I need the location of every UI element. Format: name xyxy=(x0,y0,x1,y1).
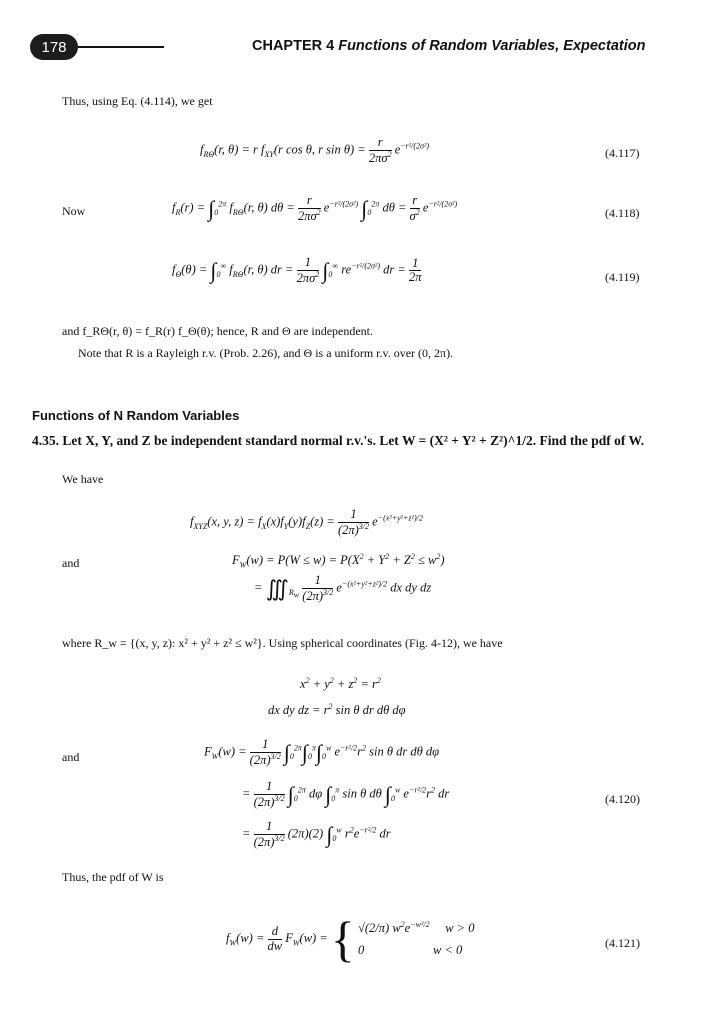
equation-cdf-w: $F_W(w) = P(W \le w) = P(X^2 + Y^2 + Z^2 \le w^2)$ xyxy=(232,552,445,570)
now-label: Now xyxy=(62,204,86,218)
equation-4-120-line-3: = $\frac{1}{(2\pi)^{3/2}}$ (2π)(2) $\int_0^w$ $r^2e^{-r^2/2}$ dr xyxy=(242,819,391,849)
header-rule xyxy=(78,46,164,48)
equation-number-4-117: (4.117) xyxy=(605,146,640,160)
equation-4-119: $f_\Theta(\theta) = \int_0^\infty$ $f_{R\Theta}(r$, θ) dr = $\frac{1}{2\pi\sigma^2}$ $\int_0^\infty$ $re^{-r^2/(2\sigma^2)}$ dr = $\frac{1}{2\pi}$ xyxy=(172,255,422,285)
equation-spherical-radius: $x^2 + y^2 + z^2 = r^2$ xyxy=(300,676,381,692)
we-have-text: We have xyxy=(62,472,104,486)
intro-text: Thus, using Eq. (4.114), we get xyxy=(62,94,213,108)
equation-volume-element: dx dy dz = $r^2$ sin θ dr dθ dφ xyxy=(268,702,406,718)
where-text: where R_w = {(x, y, z): x² + y² + z² ≤ w²}. Using spherical coordinates (Fig. 4-12), we have xyxy=(62,636,503,650)
independence-text: and f_RΘ(r, θ) = f_R(r) f_Θ(θ); hence, R and Θ are independent. xyxy=(62,324,374,338)
page-number-badge xyxy=(30,34,78,60)
equation-number-4-120: (4.120) xyxy=(605,792,640,806)
chapter-label: CHAPTER 4 xyxy=(252,38,335,54)
equation-triple-integral: = $∭_{R_w}$ $\frac{1}{(2\pi)^{3/2}}$ $e^{-(x^2+y^2+z^2)/2}$ dx dy dz xyxy=(254,573,432,603)
equation-4-120-line-2: = $\frac{1}{(2\pi)^{3/2}}$ $\int_0^{2\pi}$ dφ $\int_0^\pi$ sin θ dθ $\int_0^w$ $e^{-r^2/2}r^2$ dr xyxy=(242,779,450,809)
equation-4-121: $f_W(w)$ = $\frac{d}{dw}$ $F_W(w)$ = { √(2/π) $w^2e^{-w^2/2}$ w > 0 0 w < 0 xyxy=(226,911,475,967)
distribution-note: Note that R is a Rayleigh r.v. (Prob. 2.26), and Θ is a uniform r.v. over (0, 2π). xyxy=(78,346,454,360)
thus-pdf-text: Thus, the pdf of W is xyxy=(62,870,164,884)
equation-4-118: $f_R(r) = \int_0^{2\pi}$ $f_{R\Theta}(r$, θ) dθ = $\frac{r}{2\pi\sigma^2}$ $e^{-r^2/(2\sigma^2)}$ $\int_0^{2\pi}$ dθ = $\frac{r}{\sigma^2}$ $e^{-r^2/(2\sigma^2)}$ xyxy=(172,193,458,223)
equation-number-4-121: (4.121) xyxy=(605,936,640,950)
section-heading: Functions of N Random Variables xyxy=(32,408,240,423)
problem-4-35: 4.35. Let X, Y, and Z be independent standard normal r.v.'s. Let W = (X² + Y² + Z²)^1/2. Find the pdf of W. xyxy=(32,433,645,448)
equation-joint-pdf: $f_{XYZ}(x$, y, $z) = f_X(x)f_Y(y)f_Z(z)$ = $\frac{1}{(2\pi)^{3/2}}$ $e^{-(x^2+y^2+z^2)/2}$ xyxy=(190,507,423,537)
and-label-1: and xyxy=(62,556,80,570)
chapter-header xyxy=(252,38,645,54)
equation-4-117: $f_{R\Theta}(r$, θ) = r $f_{XY}(r$ cos θ, r sin θ) = $\frac{r}{2\pi\sigma^2}$ $e^{-r^2/(2\sigma^2)}$ xyxy=(200,135,430,165)
and-label-2: and xyxy=(62,750,80,764)
equation-4-120-line-1: $F_W(w)$ = $\frac{1}{(2\pi)^{3/2}}$ $\int_0^{2\pi}\int_0^\pi\int_0^w$ $e^{-r^2/2}r^2$ sin θ dr dθ dφ xyxy=(204,737,440,767)
equation-number-4-118: (4.118) xyxy=(605,206,640,220)
page-number: 178 xyxy=(41,38,67,56)
chapter-title: Functions of Random Variables, Expectation xyxy=(338,38,646,54)
equation-number-4-119: (4.119) xyxy=(605,270,640,284)
